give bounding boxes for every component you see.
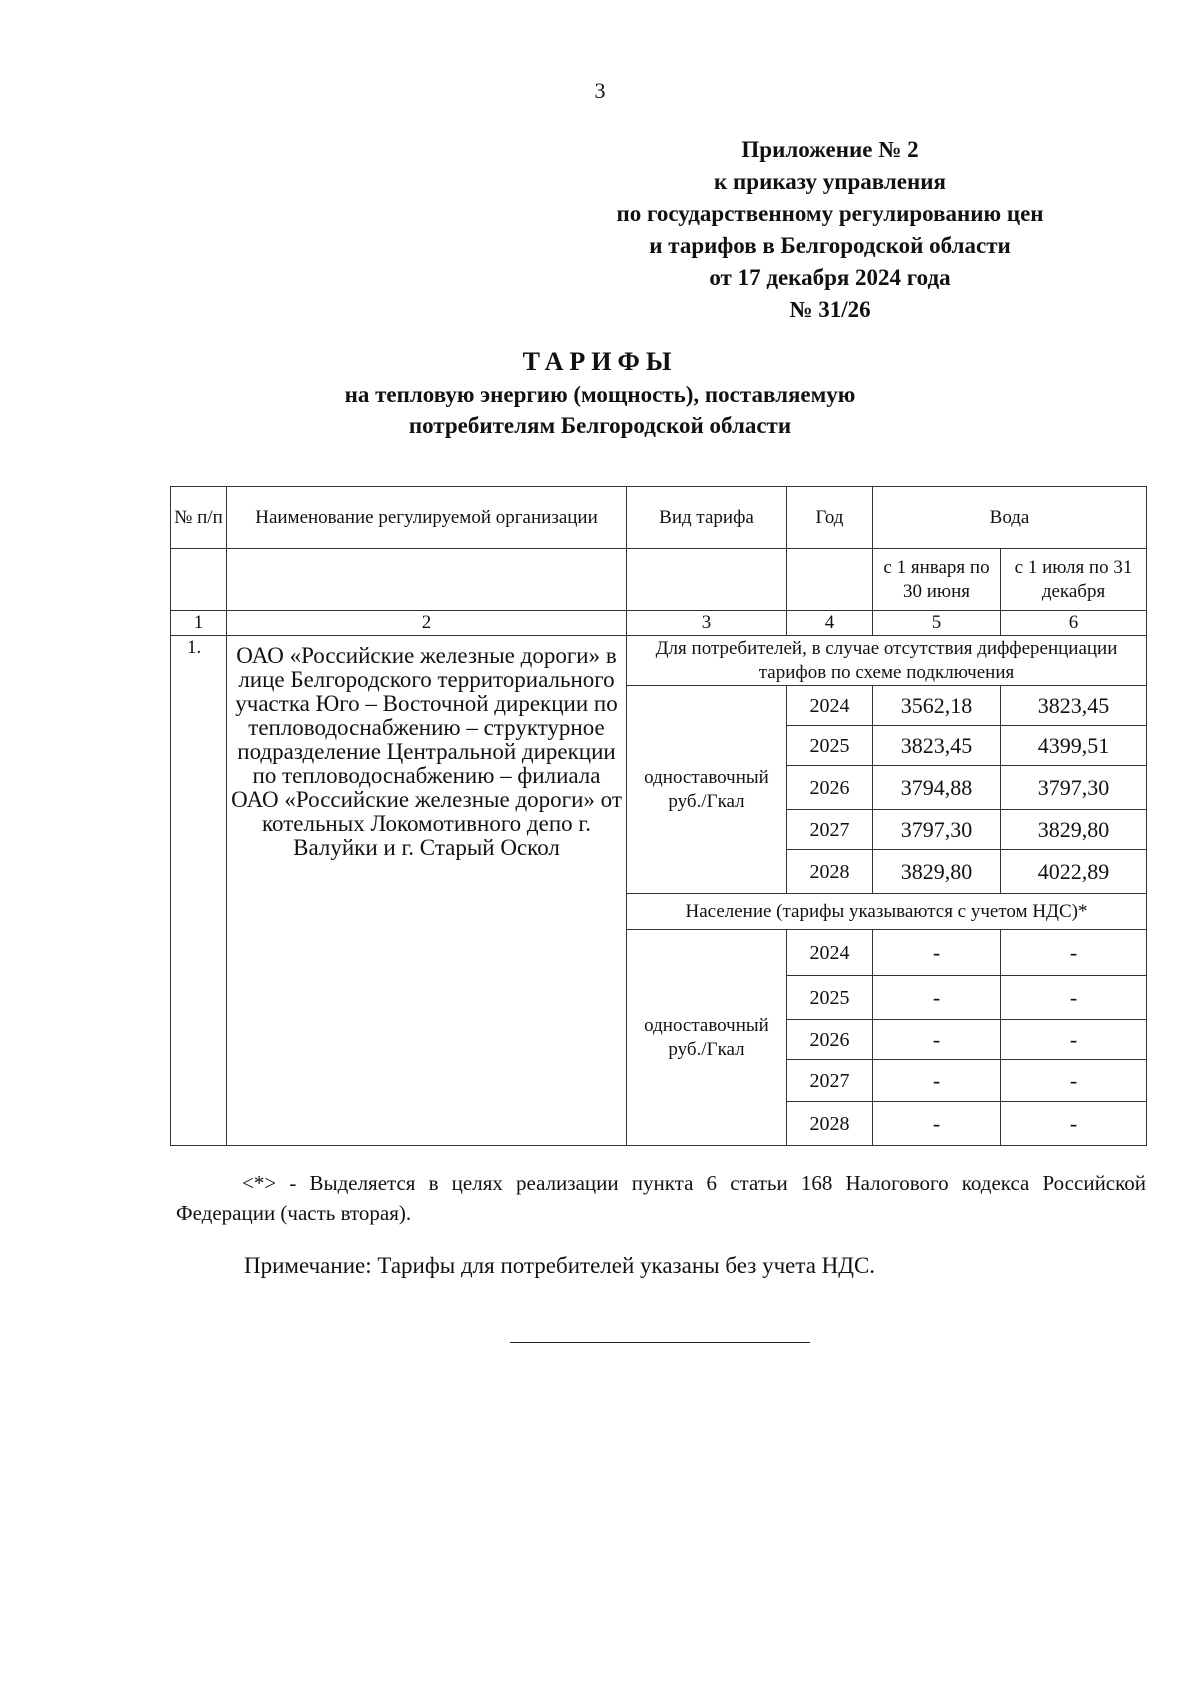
subheader-row	[171, 549, 1147, 611]
section-title: Для потребителей, в случае отсутствия дифференциации тарифов по схеме подключения	[627, 636, 1147, 686]
tariff-value: -	[1001, 1020, 1147, 1060]
appendix-line: от 17 декабря 2024 года	[709, 265, 951, 290]
footnote: <*> - Выделяется в целях реализации пункта 6 статьи 168 Налогового кодекса Российской Федерации (часть вторая).	[176, 1171, 1146, 1225]
tariff-value: -	[1001, 1102, 1147, 1146]
header-water: Вода	[873, 487, 1147, 549]
tariff-value: -	[873, 976, 1001, 1020]
appendix-line: № 31/26	[789, 297, 871, 322]
tariff-value: -	[873, 930, 1001, 976]
column-number: 2	[227, 611, 627, 636]
empty-cell	[171, 549, 227, 611]
year-cell: 2025	[787, 976, 873, 1020]
tariff-type: одноставочный руб./Гкал	[627, 930, 787, 1146]
section-title: Население (тарифы указываются с учетом НДС)*	[627, 894, 1147, 930]
header-org: Наименование регулируемой организации	[227, 487, 627, 549]
year-cell: 2024	[787, 686, 873, 726]
note: Примечание: Тарифы для потребителей указаны без учета НДС.	[244, 1253, 876, 1278]
header-num: № п/п	[171, 487, 227, 549]
appendix-line: Приложение № 2	[741, 137, 919, 162]
tariff-value: -	[1001, 976, 1147, 1020]
tariff-value: 3823,45	[873, 726, 1001, 766]
header-period-2: с 1 июля по 31 декабря	[1001, 549, 1147, 611]
tariff-value: 3829,80	[873, 850, 1001, 894]
tariff-value: -	[1001, 930, 1147, 976]
year-cell: 2026	[787, 766, 873, 810]
title-main: ТАРИФЫ	[522, 347, 678, 376]
year-cell: 2024	[787, 930, 873, 976]
column-numbers-row	[171, 611, 1147, 636]
column-number: 1	[171, 611, 227, 636]
header-row	[171, 487, 1147, 549]
tariff-value: -	[873, 1060, 1001, 1102]
year-cell: 2028	[787, 1102, 873, 1146]
tariffs-table	[170, 486, 1147, 1146]
tariff-value: 4022,89	[1001, 850, 1147, 894]
tariff-value: 4399,51	[1001, 726, 1147, 766]
tariff-value: 3794,88	[873, 766, 1001, 810]
year-cell: 2027	[787, 1060, 873, 1102]
column-number: 6	[1001, 611, 1147, 636]
tariff-value: 3797,30	[873, 810, 1001, 850]
tariff-value: 3823,45	[1001, 686, 1147, 726]
empty-cell	[787, 549, 873, 611]
title-subtitle-2: потребителям Белгородской области	[408, 413, 792, 438]
appendix-line: и тарифов в Белгородской области	[649, 233, 1011, 258]
page-number: 3	[594, 78, 606, 103]
tariff-value: 3829,80	[1001, 810, 1147, 850]
appendix-line: к приказу управления	[714, 169, 946, 194]
closing-rule	[510, 1342, 810, 1343]
tariff-value: 3562,18	[873, 686, 1001, 726]
organization-name: ОАО «Российские железные дороги» в лице Белгородского территориального участка Юго – Восточной дирекции по тепловодоснабжению – структурное подразделение Центральной дирекции по тепловодоснабжению – филиала ОАО «Российские железные дороги» от котельных Локомотивного депо г. Валуйки и г. Старый Оскол	[227, 636, 627, 1146]
tariff-type: одноставочный руб./Гкал	[627, 686, 787, 894]
row-number: 1.	[171, 636, 227, 1146]
tariff-value: 3797,30	[1001, 766, 1147, 810]
year-cell: 2025	[787, 726, 873, 766]
column-number: 5	[873, 611, 1001, 636]
tariff-value: -	[1001, 1060, 1147, 1102]
appendix-header	[560, 134, 1200, 326]
header-tariff-type: Вид тарифа	[627, 487, 787, 549]
header-period-1: с 1 января по 30 июня	[873, 549, 1001, 611]
column-number: 3	[627, 611, 787, 636]
empty-cell	[227, 549, 627, 611]
document-title	[0, 345, 1200, 441]
year-cell: 2026	[787, 1020, 873, 1060]
header-year: Год	[787, 487, 873, 549]
year-cell: 2027	[787, 810, 873, 850]
tariff-value: -	[873, 1102, 1001, 1146]
tariff-value: -	[873, 1020, 1001, 1060]
appendix-line: по государственному регулированию цен	[616, 201, 1044, 226]
year-cell: 2028	[787, 850, 873, 894]
empty-cell	[627, 549, 787, 611]
table-row	[171, 636, 1147, 686]
title-subtitle-1: на тепловую энергию (мощность), поставляемую	[344, 382, 856, 407]
column-number: 4	[787, 611, 873, 636]
